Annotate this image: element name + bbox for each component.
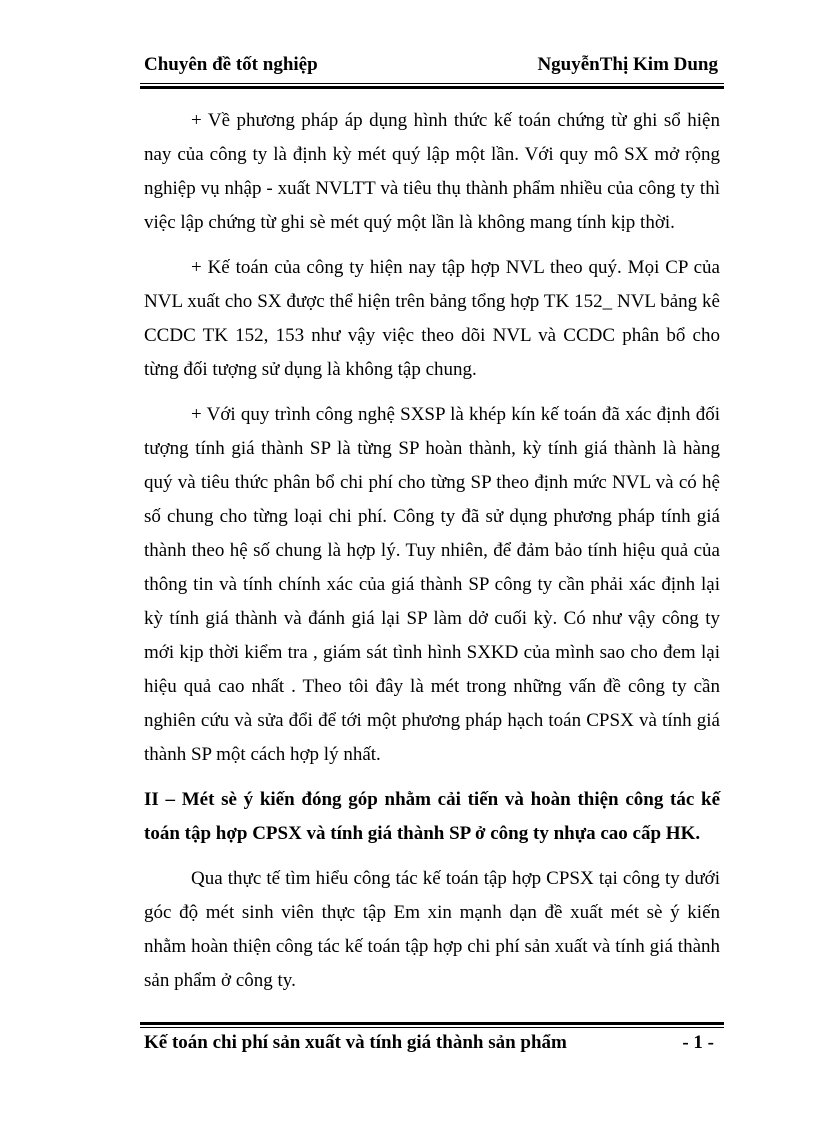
paragraph-1: + Về phương pháp áp dụng hình thức kế toán chứng từ ghi sổ hiện nay của công ty là định kỳ mét quý lập một lần. Với quy mô SX mở rộng nghiệp vụ nhập - xuất NVLTT và tiêu thụ thành phẩm nhiều của công ty thì việc lập chứng từ ghi sè mét quý một lần là không mang tính kịp thời. bbox=[144, 110, 720, 233]
paragraph-3: + Với quy trình công nghệ SXSP là khép kín kế toán đã xác định đối tượng tính giá thành SP là từng SP hoàn thành, kỳ tính giá thành là hàng quý và tiêu thức phân bổ chi phí cho từng SP theo định mức NVL và có hệ số chung cho từng loại chi phí. Công ty đã sử dụng phương pháp tính giá thành theo hệ số chung là hợp lý. Tuy nhiên, để đảm bảo tính hiệu quả của thông tin và tính chính xác của giá thành SP công ty cần phải xác định lại kỳ tính giá thành và đánh giá lại SP làm dở cuối kỳ. Có như vậy công ty mới kịp thời kiểm tra , giám sát tình hình SXKD của mình sao cho đem lại hiệu quả cao nhất . Theo tôi đây là mét trong những vấn đề công ty cần nghiên cứu và sửa đổi để tới một phương pháp hạch toán CPSX và tính giá thành SP một cách hợp lý nhất. bbox=[144, 404, 720, 765]
footer-rule-thick bbox=[140, 1022, 724, 1025]
footer-rule-thin bbox=[140, 1027, 724, 1028]
header-rule-thin bbox=[140, 83, 724, 84]
paragraph-2: + Kế toán của công ty hiện nay tập hợp NVL theo quý. Mọi CP của NVL xuất cho SX được thể hiện trên bảng tổng hợp TK 152_ NVL bảng kê CCDC TK 152, 153 như vậy việc theo dõi NVL và CCDC phân bổ cho từng đối tượng sử dụng là không tập chung. bbox=[144, 257, 720, 380]
page-number: - 1 - bbox=[682, 1032, 714, 1053]
page-header bbox=[144, 53, 718, 77]
header-author: NguyễnThị Kim Dung bbox=[537, 54, 718, 75]
section-heading: II – Mét sè ý kiến đóng góp nhằm cải tiến và hoàn thiện công tác kế toán tập hợp CPSX và tính giá thành SP ở công ty nhựa cao cấp HK. bbox=[144, 789, 720, 844]
header-title: Chuyên đề tốt nghiệp bbox=[144, 54, 318, 75]
paragraph-closing: Qua thực tế tìm hiểu công tác kế toán tập hợp CPSX tại công ty dưới góc độ mét sinh viên thực tập Em xin mạnh dạn đề xuất mét sè ý kiến nhằm hoàn thiện công tác kế toán tập hợp chi phí sản xuất và tính giá thành sản phẩm ở công ty. bbox=[144, 868, 720, 991]
footer-title: Kế toán chi phí sản xuất và tính giá thành sản phẩm bbox=[144, 1032, 567, 1053]
page-body bbox=[144, 104, 720, 1009]
page-footer bbox=[144, 1030, 718, 1056]
header-rule-thick bbox=[140, 86, 724, 89]
